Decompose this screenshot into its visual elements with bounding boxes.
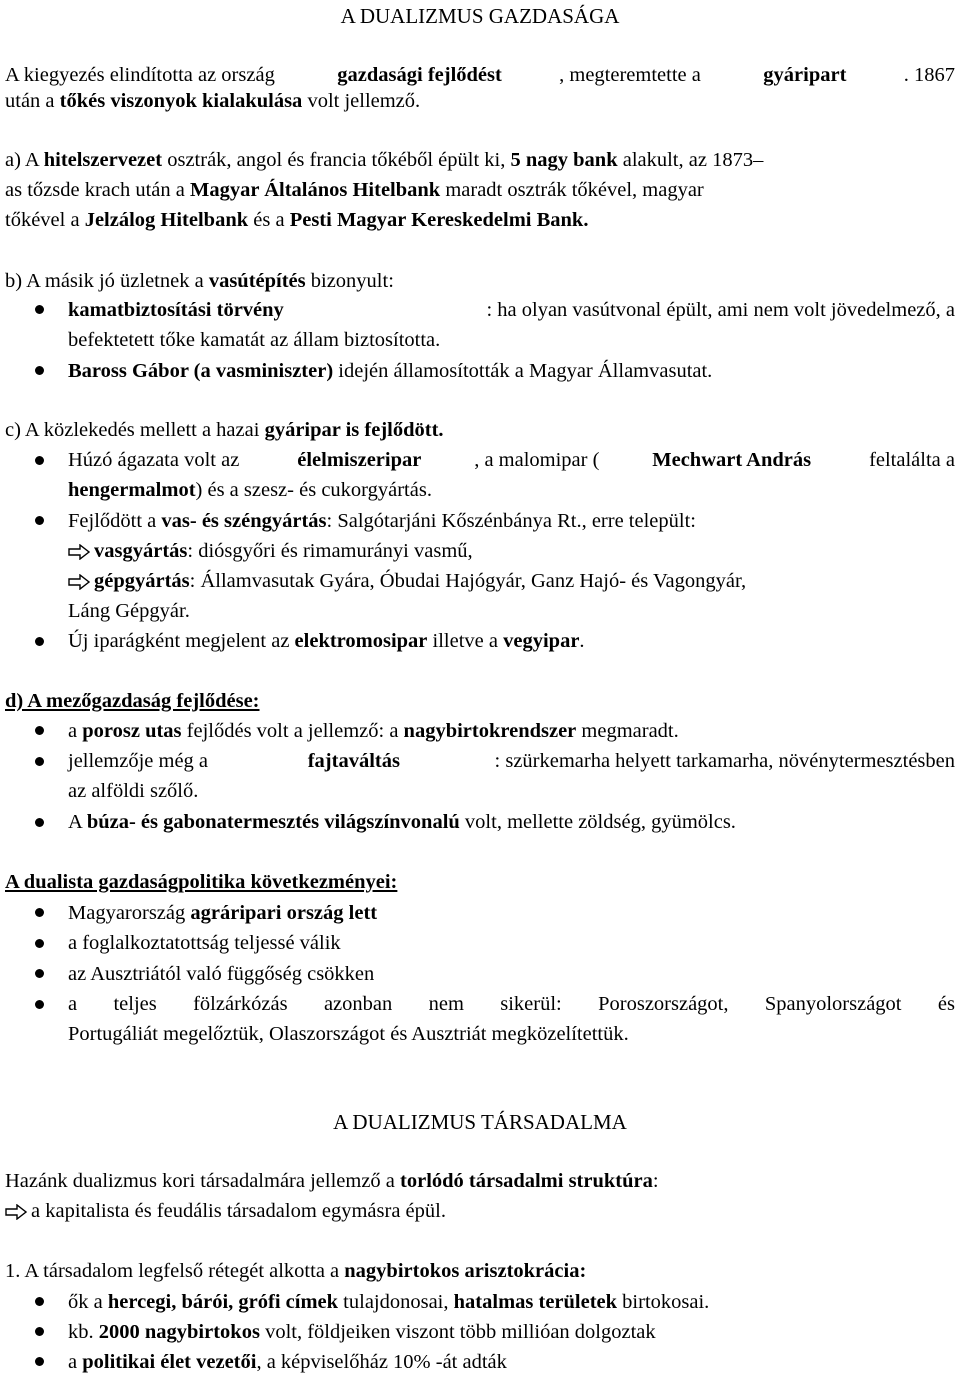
intro-line-1: [5, 62, 955, 88]
bullet-icon: [35, 818, 44, 827]
text: jellemzője még a: [68, 750, 214, 772]
text: Új iparágként megjelent az: [68, 630, 295, 652]
section-a-line-3: [5, 207, 588, 233]
bullet-icon: [35, 969, 44, 978]
section-c-item-2: [68, 508, 696, 534]
text: : szürkemarha helyett tarkamarha, növénytermesztésben: [494, 750, 955, 772]
text: befektetett tőke kamatát az állam biztosította.: [68, 329, 441, 351]
section-c-item-1-line-1: [68, 447, 955, 473]
text: volt, mellette zöldség, gyümölcs.: [459, 811, 736, 833]
section-c-heading: [5, 417, 444, 443]
bold-text: gyáripart: [763, 64, 847, 86]
arrow-right-icon: [68, 568, 94, 594]
bold-text: torlódó társadalmi struktúra: [400, 1170, 653, 1192]
word: a: [68, 993, 78, 1015]
text: , a malomipar (: [474, 449, 600, 471]
word: és: [937, 993, 955, 1015]
bullet-icon: [35, 757, 44, 766]
text: Portugáliát megelőztük, Olaszországot és Ausztriát megközelítettük.: [68, 1023, 629, 1045]
bold-text: vasgyártás: [94, 540, 188, 562]
consequences-item-4-line-2: [68, 1021, 629, 1047]
text: után a: [5, 90, 60, 112]
text: :: [652, 1170, 659, 1192]
text: birtokosai.: [617, 1291, 710, 1313]
bold-text: vasútépítés: [208, 270, 306, 292]
text: Hazánk dualizmus kori társadalmára jellemző a: [5, 1170, 401, 1192]
word: nem: [428, 993, 464, 1015]
text: osztrák, angol és francia tőkéből épült ki,: [162, 149, 511, 171]
bold-text: 5 nagy bank: [510, 149, 618, 171]
arrow-right-icon: [5, 1198, 31, 1224]
text: kb.: [68, 1321, 99, 1343]
bold-text: hitelszervezet: [43, 149, 163, 171]
bullet-icon: [35, 726, 44, 735]
bold-text: búza- és gabonatermesztés világszínvonalú: [86, 811, 460, 833]
bold-text: hercegi, bárói, grófi címek: [107, 1291, 339, 1313]
bullet-icon: [35, 939, 44, 948]
bullet-icon: [35, 1327, 44, 1336]
text: c) A közlekedés mellett a hazai: [5, 419, 265, 441]
section-a-line-2: [5, 177, 704, 203]
section-b-item-2: [68, 358, 712, 384]
section-d-item-3: [68, 809, 736, 835]
bullet-icon: [35, 637, 44, 646]
consequences-item-4-line-1: [68, 991, 955, 1017]
society-point-1: [5, 1258, 586, 1284]
text: a: [68, 720, 83, 742]
word: teljes: [113, 993, 157, 1015]
bullet-icon: [35, 366, 44, 375]
text: b) A másik jó üzletnek a: [5, 270, 209, 292]
section-c-subitem-2-line-1: [68, 568, 746, 594]
arrow-right-icon: [68, 538, 94, 564]
text: : diósgyőri és rimamurányi vasmű,: [187, 540, 473, 562]
text: a) A: [5, 149, 44, 171]
bold-text: gépgyártás: [94, 570, 190, 592]
text: illetve a: [427, 630, 504, 652]
bold-text: hatalmas területek: [453, 1291, 618, 1313]
text: az alföldi szőlő.: [68, 780, 199, 802]
section-d-item-1: [68, 718, 679, 744]
text: tulajdonosai,: [338, 1291, 454, 1313]
bold-text: hengermalmot: [68, 479, 196, 501]
bold-text: vegyipar: [503, 630, 580, 652]
bold-text: élelmiszeripar: [297, 449, 422, 471]
text: maradt osztrák tőkével, magyar: [440, 179, 704, 201]
word: Spanyolországot: [764, 993, 902, 1015]
consequences-item-2: [68, 930, 341, 956]
text: alakult, az 1873–: [617, 149, 764, 171]
text: tőkével a: [5, 209, 85, 231]
bold-text: gyáripar is fejlődött.: [264, 419, 444, 441]
bullet-icon: [35, 516, 44, 525]
text: az Ausztriától való függőség csökken: [68, 963, 375, 985]
consequences-item-1: [68, 900, 377, 926]
consequences-heading: [5, 869, 397, 895]
bold-text: Mechwart András: [652, 449, 812, 471]
word: fölzárkózás: [193, 993, 288, 1015]
bold-text: vas- és széngyártás: [161, 510, 327, 532]
text: bizonyult:: [305, 270, 394, 292]
bold-text: A dualista gazdaságpolitika következményei:: [5, 871, 398, 893]
text: Láng Gépgyár.: [68, 600, 190, 622]
text: a kapitalista és feudális társadalom egymásra épül.: [31, 1200, 446, 1222]
word: Poroszországot,: [598, 993, 729, 1015]
section-a-line-1: [5, 147, 763, 173]
bullet-icon: [35, 1297, 44, 1306]
bold-text: kamatbiztosítási törvény: [68, 299, 284, 321]
bold-text: 2000 nagybirtokos: [98, 1321, 260, 1343]
bold-text: Baross Gábor (a vasminiszter): [68, 360, 334, 382]
text: idején államosították a Magyar Államvasutat.: [333, 360, 713, 382]
text: : ha olyan vasútvonal épült, ami nem volt jövedelmező, a: [486, 299, 955, 321]
text: volt jellemző.: [302, 90, 421, 112]
section-c-subitem-2-line-2: [68, 598, 190, 624]
bold-text: Pesti Magyar Kereskedelmi Bank.: [289, 209, 589, 231]
section-c-item-1-line-2: [68, 477, 432, 503]
text: 1. A társadalom legfelső rétegét alkotta a: [5, 1260, 345, 1282]
bullet-icon: [35, 305, 44, 314]
text: , a képviselőház 10% -át adták: [256, 1351, 507, 1373]
text: .: [579, 630, 585, 652]
text: fejlődés volt a jellemző: a: [181, 720, 404, 742]
text: a: [68, 1351, 83, 1373]
bold-text: gazdasági fejlődést: [337, 64, 502, 86]
text: , megteremtette a: [559, 64, 706, 86]
main-title-text: A DUALIZMUS GAZDASÁGA: [340, 4, 620, 28]
society-title: [0, 1108, 960, 1136]
society-line-2: [5, 1198, 446, 1224]
section-c-subitem-1: [68, 538, 473, 564]
text: as tőzsde krach után a: [5, 179, 190, 201]
text: Húzó ágazata volt az: [68, 449, 245, 471]
section-c-item-3: [68, 628, 585, 654]
text: és a: [248, 209, 290, 231]
bold-text: nagybirtokos arisztokrácia:: [344, 1260, 587, 1282]
section-d-heading: [5, 688, 260, 714]
section-d-item-2-line-2: [68, 778, 198, 804]
society-line-1: [5, 1168, 659, 1194]
text: volt, földjeiken viszont több millióan dolgoztak: [259, 1321, 656, 1343]
bold-text: fajtaváltás: [307, 750, 400, 772]
text: : Államvasutak Gyára, Óbudai Hajógyár, Ganz Hajó- és Vagongyár,: [189, 570, 747, 592]
text: feltalálta a: [863, 449, 955, 471]
society-item-2: [68, 1319, 656, 1345]
bold-text: porosz utas: [82, 720, 182, 742]
text: ) és a szesz- és cukorgyártás.: [195, 479, 432, 501]
bold-text: Jelzálog Hitelbank: [84, 209, 249, 231]
bold-text: Magyar Általános Hitelbank: [190, 179, 441, 201]
text: Magyarország: [68, 902, 191, 924]
bullet-icon: [35, 1357, 44, 1366]
text: A kiegyezés elindította az ország: [5, 64, 280, 86]
text: Fejlődött a: [68, 510, 162, 532]
section-b-heading: [5, 268, 394, 294]
section-d-item-2-line-1: [68, 748, 955, 774]
bold-text: nagybirtokrendszer: [403, 720, 577, 742]
word: azonban: [323, 993, 393, 1015]
bullet-icon: [35, 456, 44, 465]
text: megmaradt.: [576, 720, 679, 742]
bullet-icon: [35, 1000, 44, 1009]
text: ők a: [68, 1291, 108, 1313]
society-title-text: A DUALIZMUS TÁRSADALMA: [333, 1110, 627, 1134]
text: : Salgótarjáni Kőszénbánya Rt., erre települt:: [326, 510, 696, 532]
society-item-3: [68, 1349, 507, 1375]
text: A: [68, 811, 87, 833]
text: a foglalkoztatottság teljessé válik: [68, 932, 341, 954]
bold-text: politikai élet vezetői: [82, 1351, 257, 1373]
bold-text: tőkés viszonyok kialakulása: [59, 90, 303, 112]
intro-line-2: [5, 88, 420, 114]
bold-text: d) A mezőgazdaság fejlődése:: [5, 690, 260, 712]
section-b-item-1-line-2: [68, 327, 440, 353]
bold-text: agráripari ország lett: [190, 902, 378, 924]
bold-text: elektromosipar: [294, 630, 428, 652]
bullet-icon: [35, 908, 44, 917]
section-b-item-1-line-1: [68, 297, 955, 323]
consequences-item-3: [68, 961, 374, 987]
society-item-1: [68, 1289, 709, 1315]
main-title: [0, 2, 960, 30]
text: . 1867: [903, 64, 955, 86]
word: sikerül:: [500, 993, 562, 1015]
